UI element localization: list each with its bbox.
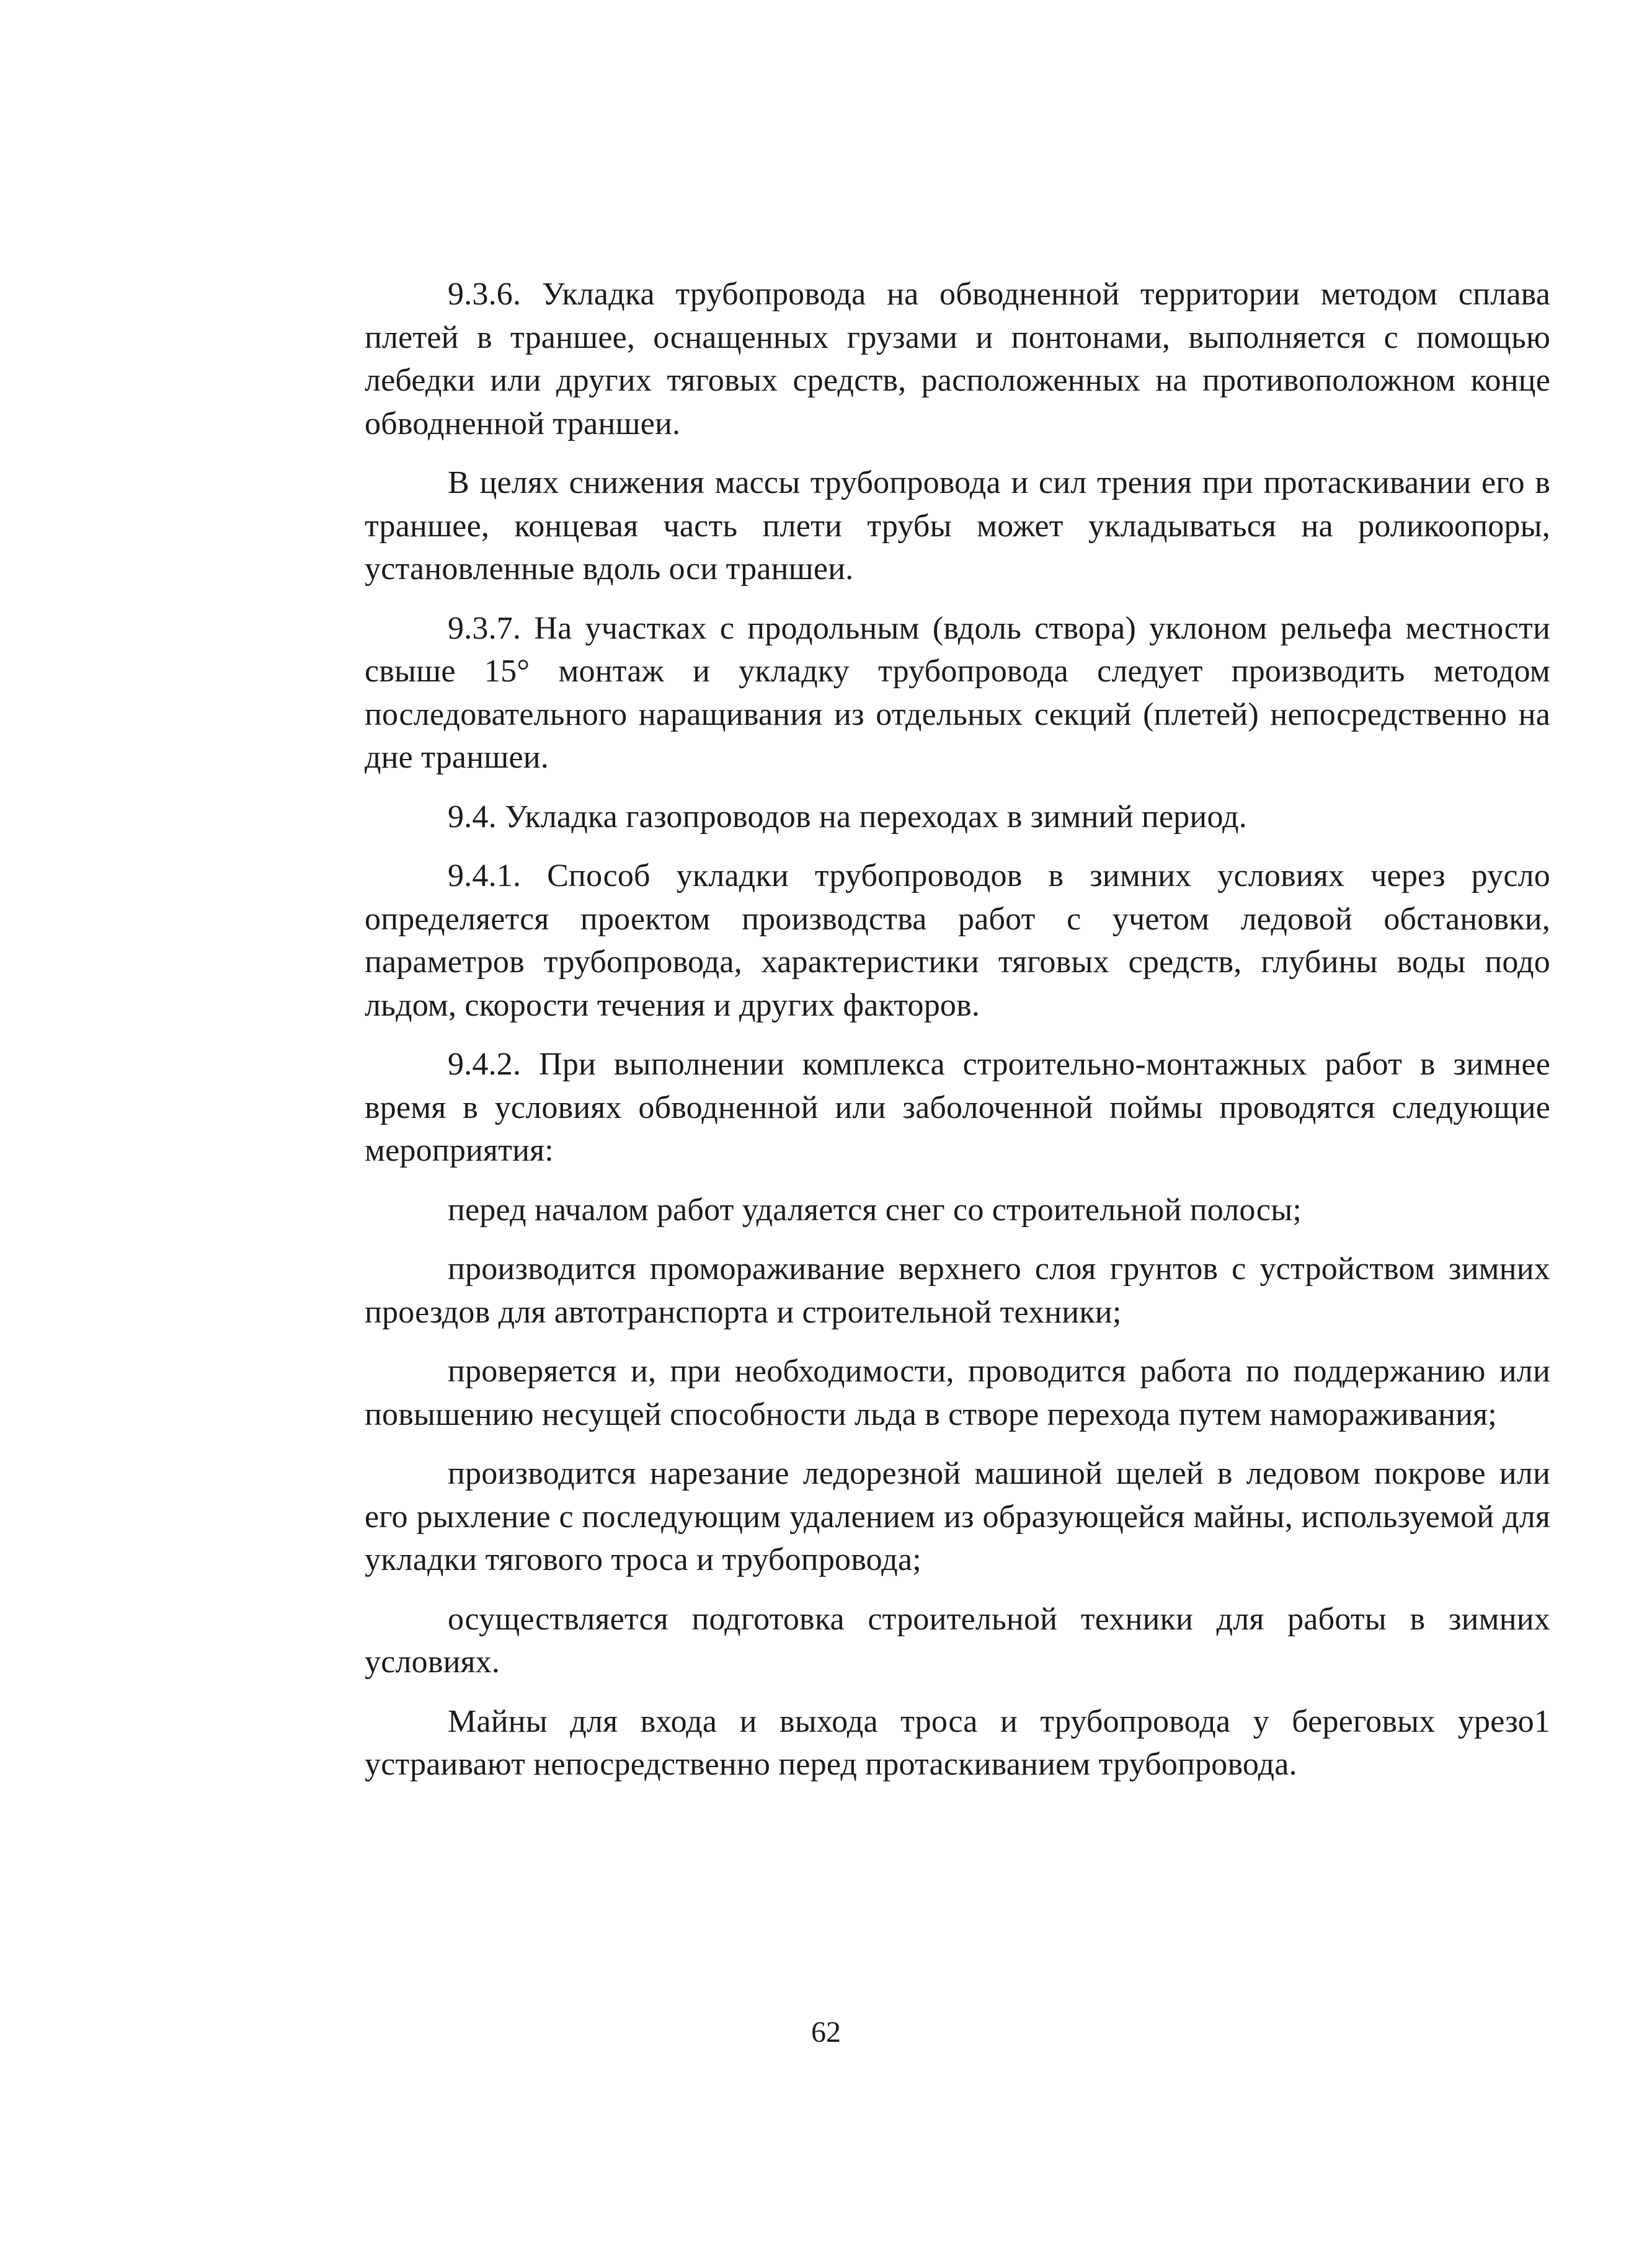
paragraph-ice-holes: Майны для входа и выхода троса и трубопровода у береговых урезо1 устраивают непосредственно перед протаскиванием трубопровода. <box>365 1703 1550 1782</box>
list-item-ice-capacity: проверяется и, при необходимости, проводится работа по поддержанию или повышению несущей способности льда в створе перехода путем намораживания; <box>365 1354 1550 1432</box>
page-number: 62 <box>811 2016 841 2049</box>
paragraph-9-4-2: 9.4.2. При выполнении комплекса строительно-монтажных работ в зимнее время в условиях обводненной или заболоченной поймы проводятся следующие мероприятия: <box>365 1047 1550 1168</box>
paragraph-9-3-6: 9.3.6. Укладка трубопровода на обводненной территории методом сплава плетей в траншее, оснащенных грузами и понтонами, выполняется с помощью лебедки или других тяговых средств, расположенных на противоположном конце обводненной траншеи. <box>365 277 1550 441</box>
paragraph-9-3-7: 9.3.7. На участках с продольным (вдоль створа) уклоном рельефа местности свыше 15° монтаж и укладку трубопровода следует производить методом последовательного наращивания из отдельных секций (плетей) непосредственно на дне траншеи. <box>365 610 1550 775</box>
list-item-ice-cutting: производится нарезание ледорезной машиной щелей в ледовом покрове или его рыхление с последующим удалением из образующейся майны, используемой для укладки тягового троса и трубопровода; <box>365 1456 1550 1577</box>
list-item-equipment-preparation: осуществляется подготовка строительной техники для работы в зимних условиях. <box>365 1601 1550 1680</box>
paragraph-roller-supports: В целях снижения массы трубопровода и сил трения при протаскивании его в траншее, концевая часть плети трубы может укладываться на роликоопоры, установленные вдоль оси траншеи. <box>365 465 1550 587</box>
paragraph-9-4-1: 9.4.1. Способ укладки трубопроводов в зимних условиях через русло определяется проектом производства работ с учетом ледовой обстановки, параметров трубопровода, характеристики тяговых средств, глубины воды подо льдом, скорости течения и других факторов. <box>365 858 1550 1023</box>
body-text <box>365 273 1550 1802</box>
list-item-soil-freezing: производится промораживание верхнего слоя грунтов с устройством зимних проездов для автотранспорта и строительной техники; <box>365 1251 1550 1330</box>
list-item-snow-removal: перед началом работ удаляется снег со строительной полосы; <box>448 1192 1302 1228</box>
paragraph-9-4: 9.4. Укладка газопроводов на переходах в зимний период. <box>448 799 1248 835</box>
